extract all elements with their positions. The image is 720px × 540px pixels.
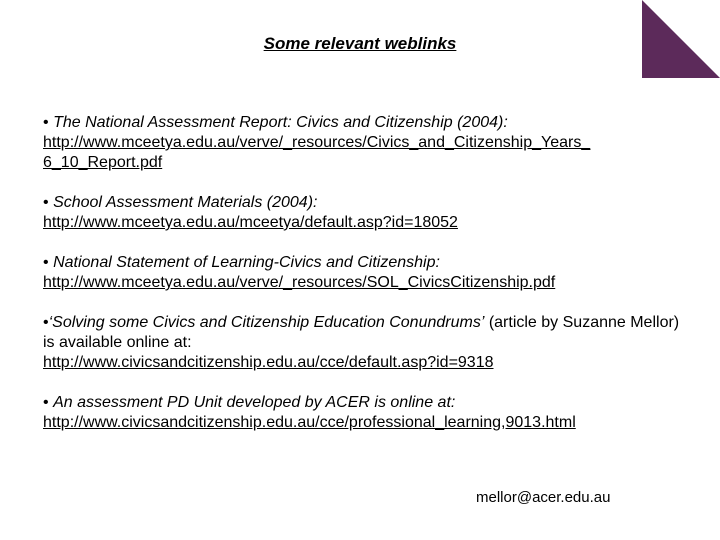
bullet: • xyxy=(43,114,49,131)
bullet: • xyxy=(43,394,49,411)
link-url[interactable]: http://www.mceetya.edu.au/mceetya/default.asp?id=18052 xyxy=(43,214,458,231)
link-url[interactable]: http://www.civicsandcitizenship.edu.au/cce/default.asp?id=9318 xyxy=(43,354,494,371)
page-title: Some relevant weblinks xyxy=(263,34,457,53)
footer-email: mellor@acer.edu.au xyxy=(476,489,611,506)
list-item xyxy=(43,313,683,373)
bullet: • xyxy=(43,194,49,211)
link-url-part[interactable]: http://www.mceetya.edu.au/verve/_resources/Civics_and_Citizenship_Years_ xyxy=(43,134,591,151)
weblinks-list xyxy=(43,113,683,433)
link-description: An assessment PD Unit developed by ACER is online at: xyxy=(53,394,456,411)
link-description: School Assessment Materials (2004): xyxy=(53,194,318,211)
link-description-plain: (article by Suzanne Mellor) is available online at: xyxy=(43,314,680,351)
link-url[interactable]: http://www.civicsandcitizenship.edu.au/cce/professional_learning,9013.html xyxy=(43,414,576,431)
list-item xyxy=(43,193,683,233)
link-url[interactable] xyxy=(43,133,683,173)
bullet: • xyxy=(43,254,49,271)
link-description-italic: ‘Solving some Civics and Citizenship Education Conundrums’ xyxy=(48,314,485,331)
link-description: National Statement of Learning-Civics and Citizenship: xyxy=(53,254,440,271)
bullet: • xyxy=(43,314,49,331)
link-url[interactable]: http://www.mceetya.edu.au/verve/_resources/SOL_CivicsCitizenship.pdf xyxy=(43,274,556,291)
list-item xyxy=(43,113,683,173)
list-item xyxy=(43,393,683,433)
list-item xyxy=(43,253,683,293)
link-url-part[interactable]: 6_10_Report.pdf xyxy=(43,154,163,171)
link-description: The National Assessment Report: Civics and Citizenship (2004): xyxy=(53,114,508,131)
